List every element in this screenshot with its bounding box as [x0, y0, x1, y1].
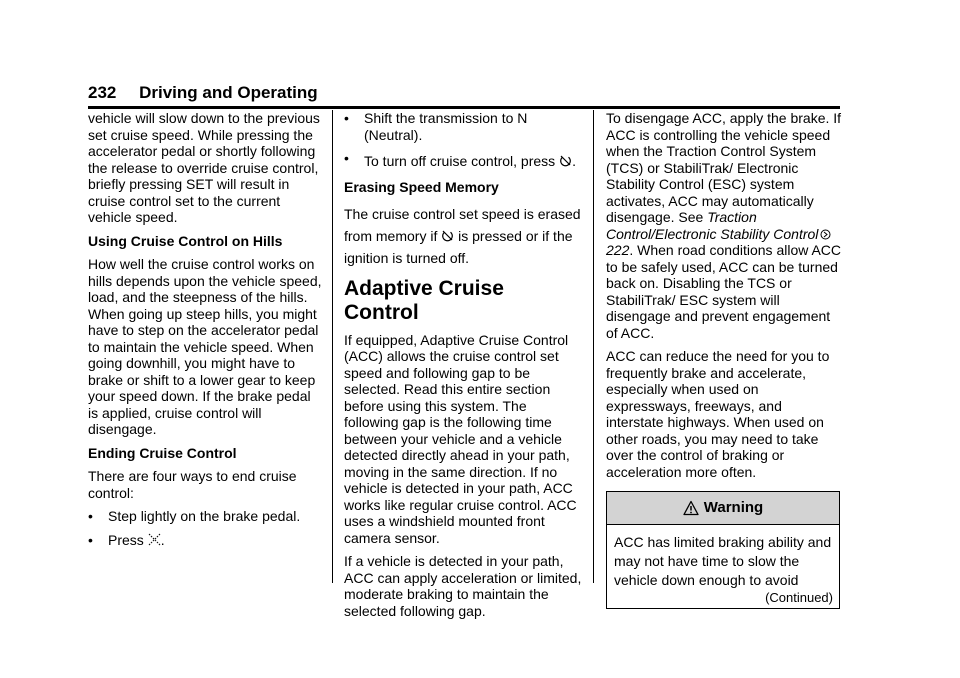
disengage-paragraph	[606, 110, 842, 341]
xref-page-number[interactable]: 222	[606, 242, 630, 258]
continued-label: (Continued)	[765, 590, 833, 605]
warning-title: Warning	[703, 498, 764, 516]
header-rule	[88, 106, 840, 109]
ending-heading: Ending Cruise Control	[88, 444, 237, 461]
bullet-text-post: .	[572, 153, 576, 169]
list-item	[344, 150, 584, 172]
column-2	[344, 110, 584, 626]
warning-triangle-icon	[683, 500, 699, 516]
bullet-text: Shift the transmission to N (Neutral).	[364, 110, 528, 143]
cruise-power-icon	[441, 229, 454, 242]
hills-paragraph: How well the cruise control works on hills depends upon the vehicle speed, load, and the steepness of the hills. When going up steep hills, you might have to step on the accelerator pedal to maintain the vehicle speed. When going downhill, you might have to brake or shift to a lower gear to keep your speed down. If the brake pedal is applied, cruise control will disengage.	[88, 256, 322, 437]
erasing-text-post: is pressed or if the ignition is turned off.	[344, 227, 573, 266]
column-3	[606, 110, 842, 609]
bullet-marker: •	[88, 508, 93, 524]
column-divider-1	[332, 110, 333, 583]
erasing-paragraph	[344, 203, 584, 269]
warning-body	[607, 525, 839, 608]
list-item	[88, 508, 324, 525]
bullet-text: Step lightly on the brake pedal.	[108, 508, 301, 524]
list-item	[88, 532, 324, 549]
bullet-text-pre: To turn off cruise control, press	[364, 153, 556, 169]
column-1	[88, 110, 324, 555]
acc-heading: Adaptive Cruise Control	[344, 276, 504, 324]
bullet-marker: •	[88, 531, 93, 548]
erasing-heading: Erasing Speed Memory	[344, 179, 499, 195]
page-ref-icon	[820, 229, 831, 240]
bullet-marker: •	[344, 110, 349, 126]
cancel-icon	[148, 533, 161, 546]
bullet-text	[364, 150, 584, 172]
acc-paragraph-2: If a vehicle is detected in your path, ACC can apply acceleration or limited, moderate braking to maintain the selected following gap.	[344, 553, 582, 619]
warning-text: ACC has limited braking ability and may not have time to slow the vehicle down enough to avoid	[614, 534, 832, 588]
column-divider-2	[593, 110, 594, 583]
disengage-text-post: . When road conditions allow ACC to be safely used, ACC can be turned back on. Disabling the TCS or StabiliTrak/ ESC system will disengage and prevent engagement of ACC.	[606, 242, 842, 341]
hills-heading: Using Cruise Control on Hills	[88, 232, 283, 249]
disengage-text-pre: To disengage ACC, apply the brake. If ACC is controlling the vehicle speed when the Traction Control System (TCS) or StabiliTrak/ Electronic Stability Control (ESC) system activates, ACC may automatically disengage. See	[606, 110, 842, 225]
page-number: 232	[88, 83, 117, 102]
xref-link-traction-control[interactable]: Traction Control/Electronic Stability Control	[606, 209, 819, 242]
acc-paragraph-1: If equipped, Adaptive Cruise Control (ACC) allows the cruise control set speed and following gap to be selected. Read this entire section before using this system. The following gap is the following time between your vehicle and a vehicle detected directly ahead in your path, moving in the same direction. If no vehicle is detected in your path, ACC works like regular cruise control. ACC uses a windshield mounted front camera sensor.	[344, 331, 577, 546]
warning-header	[607, 492, 839, 525]
intro-paragraph: vehicle will slow down to the previous set cruise speed. While pressing the accelerator pedal or shortly following the release to override cruise control, briefly pressing SET will result in cruise control set to the current vehicle speed.	[88, 110, 320, 225]
bullet-text-post: .	[160, 531, 165, 548]
bullet-text	[108, 532, 324, 549]
bullet-text-pre: Press	[108, 531, 144, 548]
section-title: Driving and Operating	[139, 83, 318, 102]
warning-box	[606, 491, 840, 609]
bullet-marker: •	[344, 150, 349, 166]
erasing-text-pre: The cruise control set speed is erased from memory if	[344, 205, 581, 244]
acc-benefit-paragraph: ACC can reduce the need for you to frequently brake and accelerate, especially when used on expressways, freeways, and interstate highways. When used on other roads, you may need to take over the control of braking or acceleration more often.	[606, 348, 830, 480]
page-header	[88, 83, 318, 103]
list-item	[344, 110, 584, 143]
cruise-power-icon	[559, 154, 572, 167]
ending-paragraph: There are four ways to end cruise control:	[88, 468, 297, 501]
